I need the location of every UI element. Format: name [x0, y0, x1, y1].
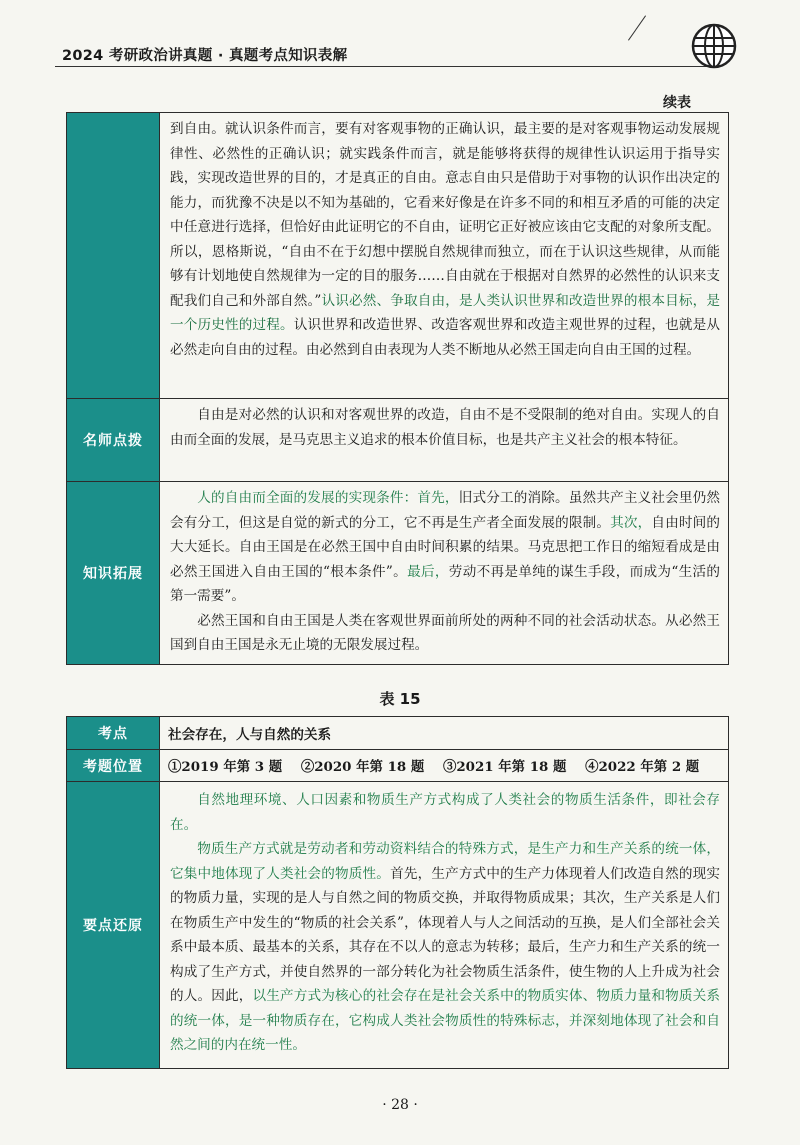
- topic-value: 社会存在，人与自然的关系: [160, 717, 729, 750]
- paragraph: [170, 837, 720, 1058]
- text-span: 旧式分工的消除。虽然共产主义社会里仍然会有分工，但这是自觉的新式的分工，它不再是生产者全面发展的限制。: [170, 490, 721, 531]
- table-row: [67, 399, 729, 482]
- highlighted-text: 其次，: [610, 514, 652, 531]
- row-label: 知识拓展: [67, 482, 160, 665]
- question-position-item: ②2020 年第 18 题: [300, 759, 425, 775]
- table-row: [67, 717, 729, 750]
- row-label: 考题位置: [67, 750, 160, 782]
- globe-icon: [690, 22, 738, 70]
- highlighted-text: 物质生产方式就是劳动者和劳动资料结合的特殊方式，是生产力和生产关系的统一体，它集中地体现了人类社会的物质性。: [170, 841, 720, 882]
- paragraph: 必然王国和自由王国是人类在客观世界面前所处的两种不同的社会活动状态。从必然王国到自由王国是永无止境的无限发展过程。: [170, 612, 720, 653]
- text-span: 到自由。就认识条件而言，要有对客观事物的正确认识，最主要的是对客观事物运动发展规律性、必然性的正确认识；就实践条件而言，就是能够将获得的规律性认识运用于指导实践，实现改造世界的目的，才是真正的自由。意志自由只是借助于对事物的认识作出决定的能力，而犹豫不决是以不知为基础的，它看来好像是在许多不同的和相互矛盾的可能的决定中任意进行选择，但恰好由此证明它的不自由，证明它正好被应该由它支配的对象所支配。所以，恩格斯说，“自由不在于幻想中摆脱自然规律而独立，而在于认识这些规律，从而能够有计划地使自然规律为一定的目的服务……自由就在于根据对自然界的必然性的认识来支配我们自己和外部自然。”: [170, 121, 720, 309]
- row-label: 名师点拨: [67, 399, 160, 482]
- row-content: [160, 113, 729, 399]
- question-position-item: ④2022 年第 2 题: [585, 759, 700, 775]
- table-row: [67, 113, 729, 399]
- paragraph: [170, 486, 720, 609]
- row-label-empty: [67, 113, 160, 399]
- paragraph: [170, 117, 720, 362]
- row-label: 考点: [67, 717, 160, 750]
- row-label: 要点还原: [67, 782, 160, 1069]
- knowledge-table-15: [66, 716, 729, 1069]
- text-span: 劳动不再是单纯的谋生手段，而成为“生活的第一需要”。: [170, 563, 721, 604]
- knowledge-table-14-continued: [66, 112, 729, 665]
- continued-label: 续表: [663, 95, 691, 111]
- question-positions: [160, 750, 729, 782]
- text-span: 自由时间的大大延长。自由王国是在必然王国中自由时间积累的结果。马克思把工作日的缩短看成是由必然王国进入自由王国的“根本条件”。: [170, 514, 721, 580]
- row-content: [160, 399, 729, 482]
- row-content: [160, 782, 729, 1069]
- table-row: [67, 750, 729, 782]
- text-span: 认识世界和改造世界、改造客观世界和改造主观世界的过程，也就是从必然走向自由的过程。由必然到自由表现为人类不断地从必然王国走向自由王国的过程。: [170, 317, 721, 358]
- table-row: [67, 782, 729, 1069]
- header-divider: [55, 66, 710, 67]
- question-position-item: ①2019 年第 3 题: [168, 759, 283, 775]
- header-slash-divider: [628, 15, 646, 40]
- highlighted-text: 以生产方式为核心的社会存在是社会关系中的物质实体、物质力量和物质关系的统一体，是一种物质存在，它构成人类社会物质性的特殊标志，并深刻地体现了社会和自然之间的内在统一性。: [170, 988, 721, 1053]
- highlighted-text: 认识必然、争取自由，是人类认识世界和改造世界的根本目标，是一个历史性的过程。: [170, 292, 720, 333]
- book-header-title: 2024 考研政治讲真题 · 真题考点知识表解: [62, 48, 348, 64]
- table-title: 表 15: [379, 690, 421, 708]
- paragraph: 自由是对必然的认识和对客观世界的改造，自由不是不受限制的绝对自由。实现人的自由而全面的发展，是马克思主义追求的根本价值目标，也是共产主义社会的根本特征。: [170, 407, 720, 448]
- row-content: [160, 482, 729, 665]
- text-span: 首先，生产方式中的生产力体现着人们改造自然的现实的物质力量，实现的是人与自然之间的物质交换，并取得物质成果；其次，生产关系是人们在物质生产中发生的“物质的社会关系”，体现着人与人之间活动的互换，是人们全部社会关系中最本质、最基本的关系，其存在不以人的意志为转移；最后，生产力和生产关系的统一构成了生产方式，并使自然界的一部分转化为社会物质生活条件，使生物的人上升成为社会的人。因此，: [170, 865, 721, 1004]
- highlighted-text: 最后，: [407, 563, 449, 580]
- table-row: [67, 482, 729, 665]
- paragraph: 自然地理环境、人口因素和物质生产方式构成了人类社会的物质生活条件，即社会存在。: [170, 792, 720, 833]
- highlighted-text: 人的自由而全面的发展的实现条件：首先，: [197, 490, 459, 506]
- question-position-item: ③2021 年第 18 题: [442, 759, 567, 775]
- page-number: · 28 ·: [382, 1097, 418, 1113]
